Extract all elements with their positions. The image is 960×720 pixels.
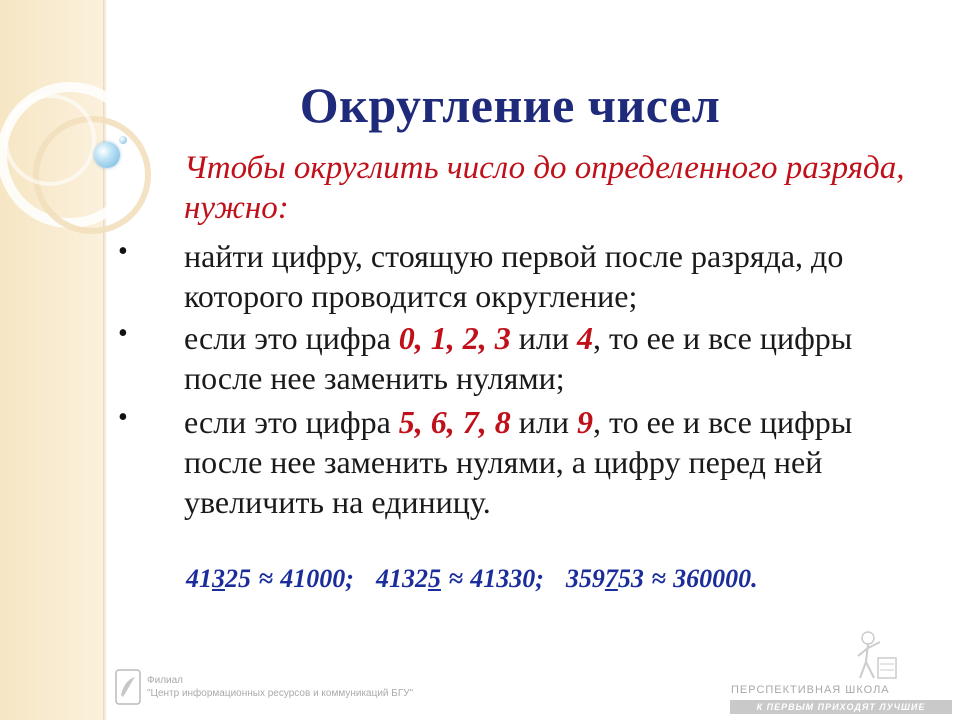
example-digit: 7 bbox=[604, 564, 618, 593]
bubble-small-icon bbox=[119, 136, 127, 144]
example-part: 4132 bbox=[375, 564, 428, 593]
example-part: 53 ≈ 360000. bbox=[617, 564, 758, 593]
bullet-marker: • bbox=[118, 402, 128, 433]
example-part: 25 ≈ 41000; bbox=[225, 564, 354, 593]
bubble-icon bbox=[94, 142, 120, 168]
slide-title: Округление чисел bbox=[299, 77, 721, 133]
bullet-item-3 bbox=[184, 402, 924, 522]
branch-label: Филиал bbox=[147, 675, 184, 686]
rounding-examples bbox=[186, 564, 926, 594]
school-name: ПЕРСПЕКТИВНАЯ ШКОЛА bbox=[731, 684, 890, 696]
school-figure-icon bbox=[846, 628, 902, 682]
bullet-text: , то ее и все цифры после нее заменить нулями, а цифру перед ней увеличить на единицу. bbox=[184, 404, 853, 520]
digit-highlight: 4 bbox=[577, 320, 593, 356]
bullet-text: если это цифра bbox=[184, 320, 399, 356]
example-1 bbox=[186, 564, 354, 593]
bullet-item-1: найти цифру, стоящую первой после разряда, до которого проводится округление; bbox=[184, 238, 844, 314]
digit-highlight: 9 bbox=[577, 404, 593, 440]
digits-highlight: 0, 1, 2, 3 bbox=[398, 320, 511, 356]
bullet-text: или bbox=[510, 320, 577, 356]
branch-name: "Центр информационных ресурсов и коммуникаций БГУ" bbox=[147, 688, 414, 699]
bullet-item-2 bbox=[184, 318, 924, 398]
example-part: 41 bbox=[186, 564, 212, 593]
example-part: 359 bbox=[565, 564, 605, 593]
bullet-marker: • bbox=[118, 236, 128, 267]
intro-text: Чтобы округлить число до определенного разряда, нужно: bbox=[184, 150, 905, 226]
bullet-text: если это цифра bbox=[184, 404, 399, 440]
example-digit: 5 bbox=[427, 564, 441, 593]
digits-highlight: 5, 6, 7, 8 bbox=[398, 404, 511, 440]
example-2 bbox=[376, 564, 544, 593]
bullet-text: или bbox=[510, 404, 577, 440]
example-3 bbox=[566, 564, 758, 593]
example-digit: 3 bbox=[212, 564, 225, 593]
bullet-text: , то ее и все цифры после нее заменить нулями; bbox=[184, 320, 853, 396]
school-tagline: К ПЕРВЫМ ПРИХОДЯТ ЛУЧШИЕ bbox=[730, 700, 952, 714]
example-part: ≈ 41330; bbox=[440, 564, 544, 593]
branch-logo-icon bbox=[115, 669, 141, 705]
bullet-marker: • bbox=[118, 318, 128, 349]
